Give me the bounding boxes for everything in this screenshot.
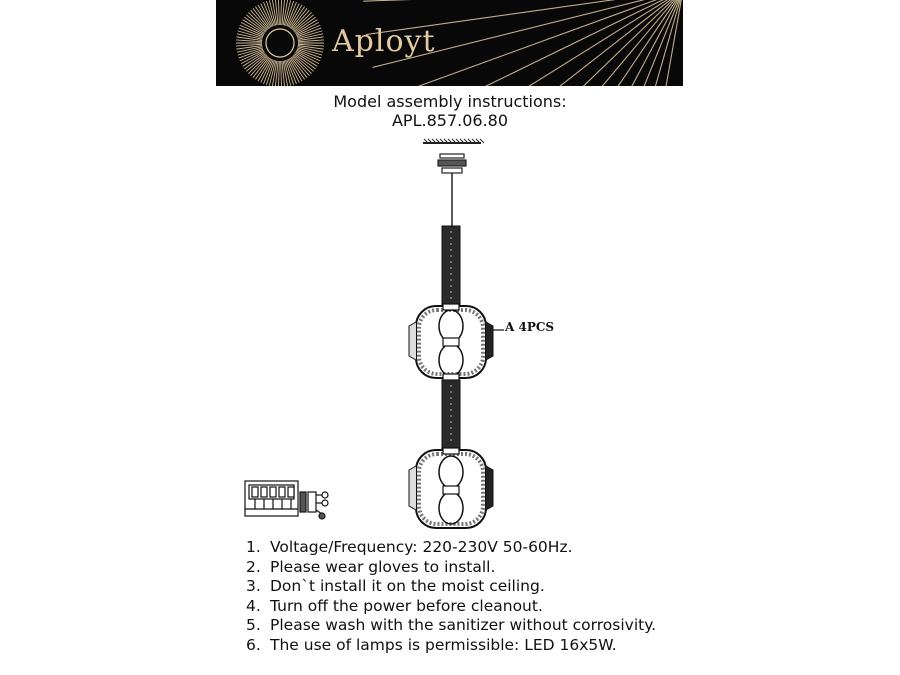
instruction-number: 3.: [246, 577, 261, 595]
instruction-item: [246, 577, 656, 597]
instruction-number: 6.: [246, 635, 261, 654]
instruction-item: [246, 616, 656, 636]
instructions-title: Model assembly instructions:: [333, 92, 567, 111]
instruction-item: [246, 558, 656, 578]
instruction-number: 4.: [246, 596, 261, 615]
instruction-item: [246, 597, 656, 617]
lower-glass-shade: [409, 448, 493, 528]
instruction-item: [246, 636, 656, 656]
upper-glass-shade: [409, 304, 493, 380]
terminal-block-icon: [245, 481, 328, 519]
instruction-item: [246, 538, 656, 558]
instruction-text: The use of lamps is permissible: LED 16x5W.: [270, 635, 617, 654]
ceiling-hatch: [423, 139, 484, 143]
instruction-number: 1.: [246, 538, 261, 556]
model-number: APL.857.06.80: [391, 111, 509, 130]
upper-rod: [442, 226, 460, 306]
instruction-text: Please wear gloves to install.: [270, 557, 496, 576]
instructions-list: [246, 538, 656, 655]
instruction-text: Voltage/Frequency: 220-230V 50-60Hz.: [270, 538, 573, 556]
instruction-text: Please wash with the sanitizer without corrosivity.: [270, 616, 657, 634]
part-a-label: A 4PCS: [505, 320, 555, 334]
ceiling-canopy: [438, 154, 466, 226]
instruction-number: 2.: [246, 557, 261, 576]
brand-name: Aployt: [332, 24, 436, 59]
middle-rod: [442, 380, 460, 450]
instruction-text: Don`t install it on the moist ceiling.: [270, 577, 545, 595]
instruction-number: 5.: [246, 616, 261, 634]
instruction-text: Turn off the power before cleanout.: [270, 596, 543, 615]
